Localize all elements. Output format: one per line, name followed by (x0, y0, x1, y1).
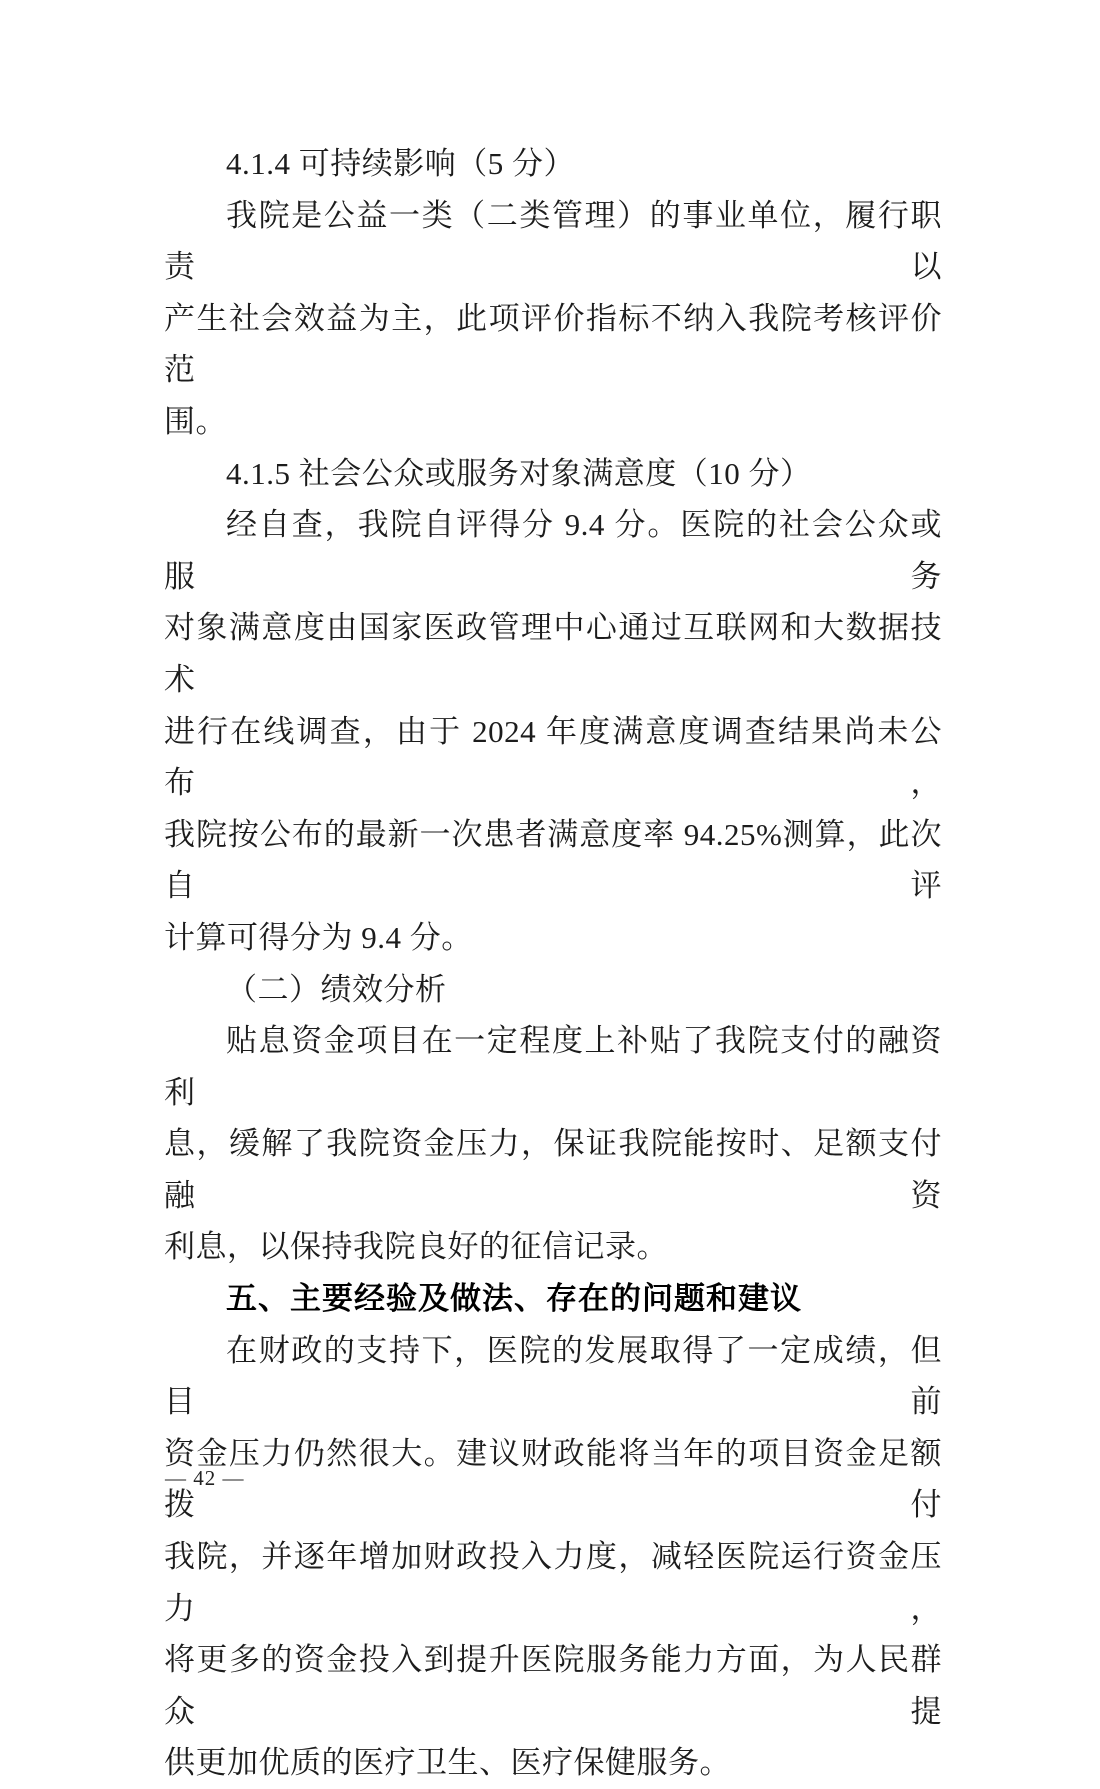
text-line: 供更加优质的医疗卫生、医疗保健服务。 (164, 1745, 731, 1781)
text-line: 对象满意度由国家医政管理中心通过互联网和大数据技术 (164, 610, 942, 697)
text-line: 我院按公布的最新一次患者满意度率 94.25%测算，此次自评 (164, 816, 942, 904)
text-line: 将更多的资金投入到提升医院服务能力方面，为人民群众提 (164, 1642, 942, 1729)
text-line: 贴息资金项目在一定程度上补贴了我院支付的融资利 (164, 1023, 942, 1110)
subsection-heading (164, 964, 942, 1016)
section-heading (164, 1273, 942, 1325)
text-line: 4.1.5 社会公众或服务对象满意度（10 分） (226, 455, 812, 491)
text-line: 围。 (164, 403, 227, 439)
body-paragraph (164, 190, 942, 448)
body-paragraph (164, 1015, 942, 1273)
subsection-heading (164, 448, 942, 500)
subsection-heading (164, 138, 942, 190)
text-line: 息，缓解了我院资金压力，保证我院能按时、足额支付融资 (164, 1126, 942, 1213)
text-line: 进行在线调查，由于 2024 年度满意度调查结果尚未公布， (164, 713, 942, 801)
page-footer (165, 1466, 245, 1491)
text-line: （二）绩效分析 (226, 971, 447, 1007)
text-line: 经自查，我院自评得分 9.4 分。医院的社会公众或服务 (164, 507, 942, 594)
page-number: — 42 — (165, 1466, 245, 1490)
body-paragraph (164, 499, 942, 963)
document-body (164, 138, 942, 1789)
text-line: 在财政的支持下，医院的发展取得了一定成绩，但目前 (164, 1332, 942, 1420)
body-paragraph (164, 1325, 942, 1789)
text-line: 五、主要经验及做法、存在的问题和建议 (226, 1281, 802, 1317)
text-line: 利息，以保持我院良好的征信记录。 (164, 1229, 668, 1265)
text-line: 我院是公益一类（二类管理）的事业单位，履行职责以 (164, 197, 942, 285)
text-line: 4.1.4 可持续影响（5 分） (226, 146, 575, 181)
text-line: 产生社会效益为主，此项评价指标不纳入我院考核评价范 (164, 300, 942, 388)
text-line: 我院，并逐年增加财政投入力度，减轻医院运行资金压力， (164, 1539, 942, 1626)
text-line: 计算可得分为 9.4 分。 (164, 919, 473, 955)
text-line: 资金压力仍然很大。建议财政能将当年的项目资金足额拨付 (164, 1435, 942, 1523)
